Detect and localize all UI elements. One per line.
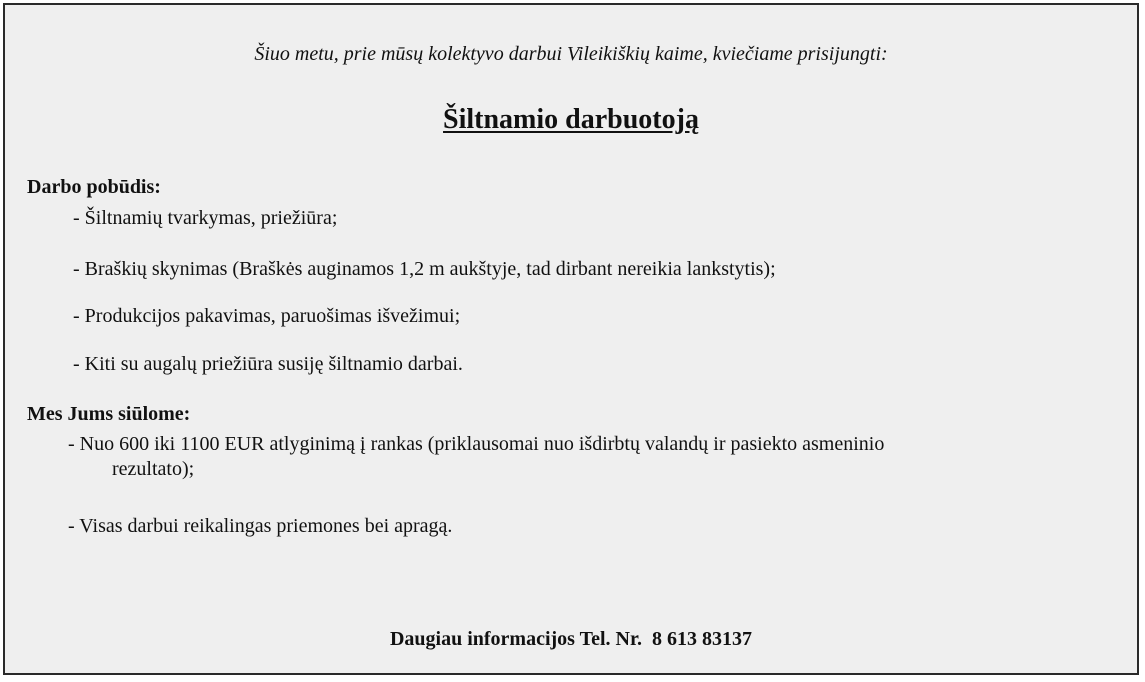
duty-item: - Produkcijos pakavimas, paruošimas išvežimui; [73,305,461,327]
offer-item [68,432,1140,482]
duty-item: - Šiltnamių tvarkymas, priežiūra; [73,207,338,229]
offer-item: - Visas darbui reikalingas priemones bei apragą. [68,515,453,537]
job-ad [3,3,1139,675]
intro-text: Šiuo metu, prie mūsų kolektyvo darbui Vileikiškių kaime, kviečiame prisijungti: [254,43,888,65]
duties-heading: Darbo pobūdis: [27,176,161,198]
offer-item-line: - Nuo 600 iki 1100 EUR atlyginimą į rankas (priklausomai nuo išdirbtų valandų ir pasiekto asmeninio [68,433,885,455]
duty-item: - Braškių skynimas (Braškės auginamos 1,2 m aukštyje, tad dirbant nereikia lankstytis); [73,258,776,280]
job-title: Šiltnamio darbuotoją [443,104,699,135]
offer-heading: Mes Jums siūlome: [27,403,191,425]
offer-item-continuation: rezultato); [112,458,195,480]
duty-item: - Kiti su augalų priežiūra susiję šiltnamio darbai. [73,353,463,375]
contact-info: Daugiau informacijos Tel. Nr. 8 613 83137 [389,628,753,650]
